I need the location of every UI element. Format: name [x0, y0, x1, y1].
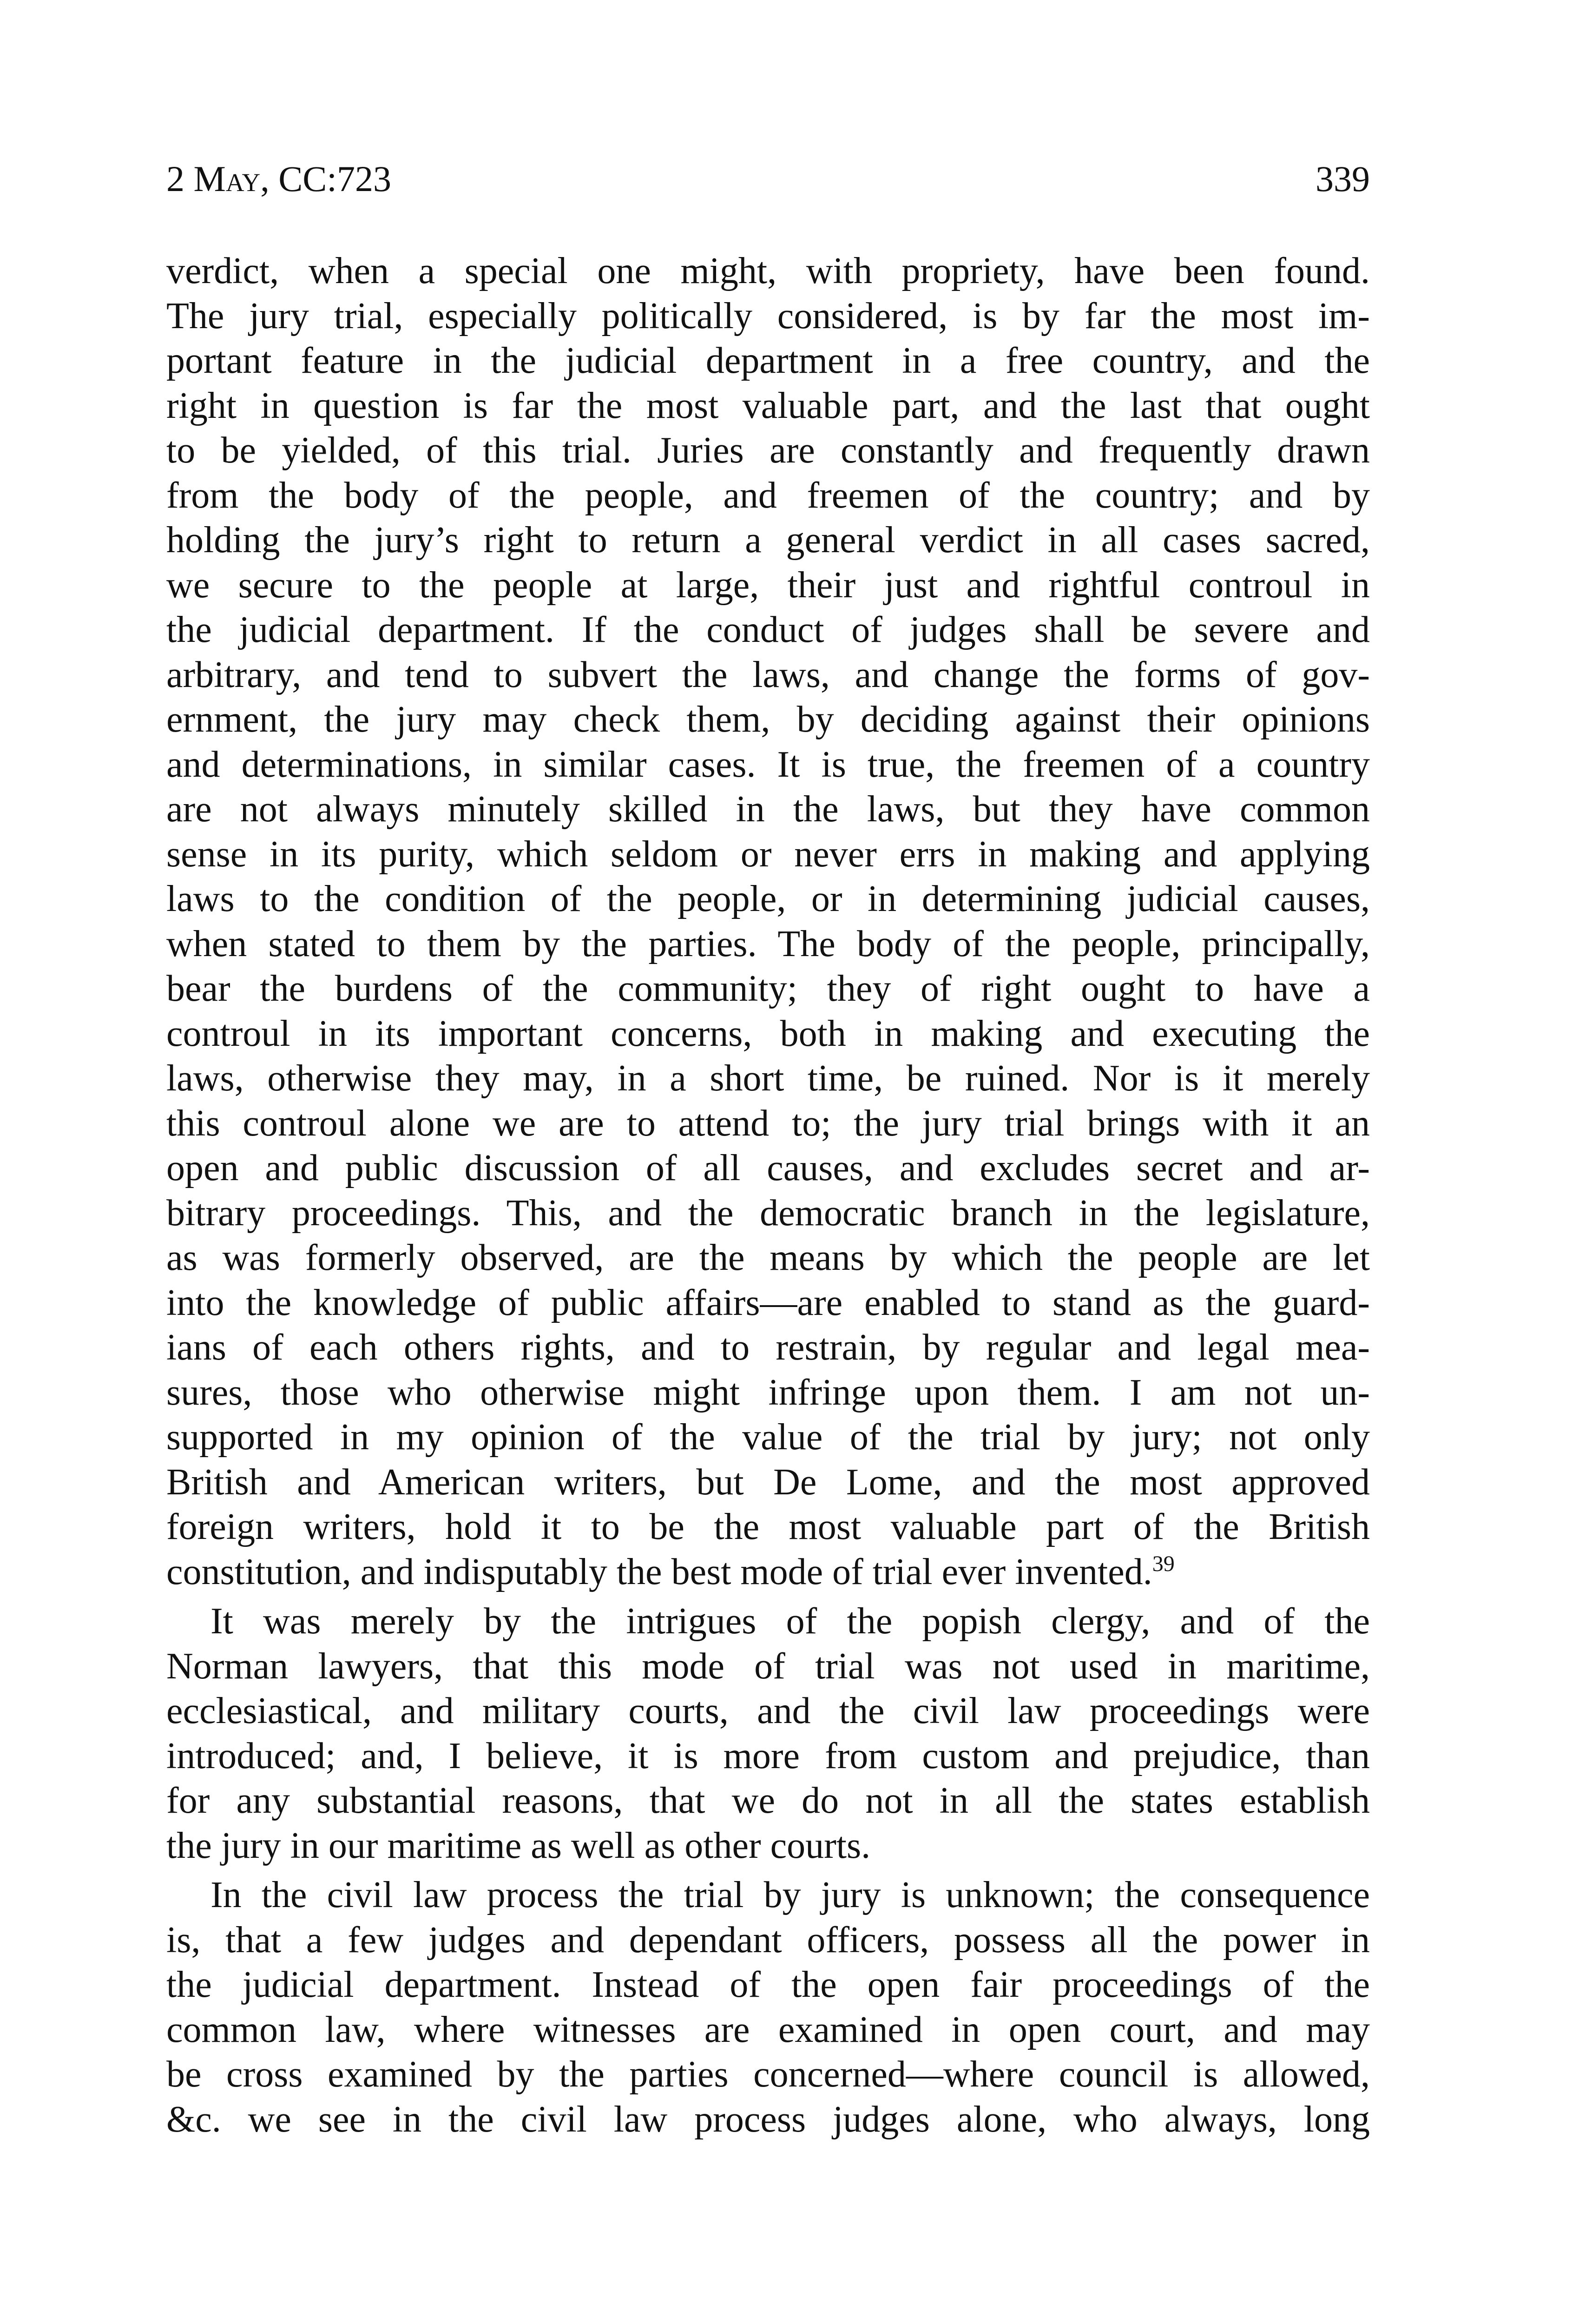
paragraph-gap [166, 1868, 1370, 1873]
text-line: foreign writers, hold it to be the most valuable part of the British [166, 1506, 1370, 1547]
text-line: are not always minutely skilled in the laws, but they have common [166, 789, 1370, 830]
text-line: ernment, the jury may check them, by deciding against their opinions [166, 699, 1370, 740]
text-line: from the body of the people, and freemen of the country; and by [166, 475, 1370, 516]
text-line: sense in its purity, which seldom or never errs in making and applying [166, 833, 1370, 875]
running-head [166, 153, 1370, 205]
text-line: portant feature in the judicial department in a free country, and the [166, 340, 1370, 381]
body-text [166, 249, 1370, 2142]
text-line: the judicial department. Instead of the open fair proceedings of the [166, 1964, 1370, 2005]
text-line: sures, those who otherwise might infringe upon them. I am not un- [166, 1372, 1370, 1413]
text-line: arbitrary, and tend to subvert the laws, and change the forms of gov- [166, 654, 1370, 695]
text-line: for any substantial reasons, that we do not in all the states establish [166, 1780, 1370, 1821]
text-line: It was merely by the intrigues of the popish clergy, and of the [211, 1601, 1370, 1642]
text-line: laws to the condition of the people, or in determining judicial causes, [166, 878, 1370, 919]
text-line: ecclesiastical, and military courts, and the civil law proceedings were [166, 1690, 1370, 1731]
text-line: to be yielded, of this trial. Juries are constantly and frequently drawn [166, 430, 1370, 471]
text-line: The jury trial, especially politically considered, is by far the most im- [166, 295, 1370, 337]
text-line-content: constitution, and indisputably the best mode of trial ever invented. [166, 1551, 1152, 1592]
text-line: laws, otherwise they may, in a short time, be ruined. Nor is it merely [166, 1058, 1370, 1099]
paragraph-gap [166, 1594, 1370, 1599]
text-line: introduced; and, I believe, it is more from custom and prejudice, than [166, 1735, 1370, 1776]
paragraph [166, 1873, 1370, 2142]
text-line: &c. we see in the civil law process judges alone, who always, long [166, 2099, 1370, 2140]
text-line: controul in its important concerns, both in making and executing the [166, 1013, 1370, 1054]
text-line: we secure to the people at large, their just and rightful controul in [166, 564, 1370, 606]
text-line: open and public discussion of all causes, and excludes secret and ar- [166, 1148, 1370, 1188]
running-head-citation [166, 153, 391, 205]
text-line: is, that a few judges and dependant officers, possess all the power in [166, 1919, 1370, 1961]
text-line: supported in my opinion of the value of the trial by jury; not only [166, 1417, 1370, 1458]
text-line: verdict, when a special one might, with propriety, have been found. [166, 251, 1370, 291]
text-line: the jury in our maritime as well as other courts. [166, 1825, 871, 1866]
page-number: 339 [1316, 158, 1370, 199]
text-line: when stated to them by the parties. The body of the people, principally, [166, 923, 1370, 964]
paragraph [166, 249, 1370, 1594]
text-line: holding the jury’s right to return a general verdict in all cases sacred, [166, 520, 1370, 561]
text-line: ians of each others rights, and to restrain, by regular and legal mea- [166, 1327, 1370, 1368]
text-line: this controul alone we are to attend to; the jury trial brings with it an [166, 1103, 1370, 1144]
footnote-reference: 39 [1152, 1551, 1175, 1576]
paragraph [166, 1599, 1370, 1868]
citation-month: May [193, 158, 261, 199]
citation-suffix: , CC:723 [260, 158, 391, 199]
text-line: right in question is far the most valuable part, and the last that ought [166, 385, 1370, 426]
text-line: common law, where witnesses are examined in open court, and may [166, 2009, 1370, 2050]
text-line: bear the burdens of the community; they of right ought to have a [166, 968, 1370, 1009]
citation-prefix: 2 [166, 158, 194, 199]
text-line: In the civil law process the trial by jury is unknown; the consequence [211, 1875, 1370, 1915]
text-line: be cross examined by the parties concerned—where council is allowed, [166, 2054, 1370, 2095]
text-line: bitrary proceedings. This, and the democratic branch in the legislature, [166, 1192, 1370, 1234]
text-line: into the knowledge of public affairs—are enabled to stand as the guard- [166, 1282, 1370, 1323]
text-line: as was formerly observed, are the means by which the people are let [166, 1237, 1370, 1278]
text-line: the judicial department. If the conduct of judges shall be severe and [166, 609, 1370, 650]
text-line [166, 1550, 1370, 1595]
text-line: Norman lawyers, that this mode of trial was not used in maritime, [166, 1645, 1370, 1687]
text-line: and determinations, in similar cases. It is true, the freemen of a country [166, 744, 1370, 785]
text-line: British and American writers, but De Lome, and the most approved [166, 1461, 1370, 1503]
